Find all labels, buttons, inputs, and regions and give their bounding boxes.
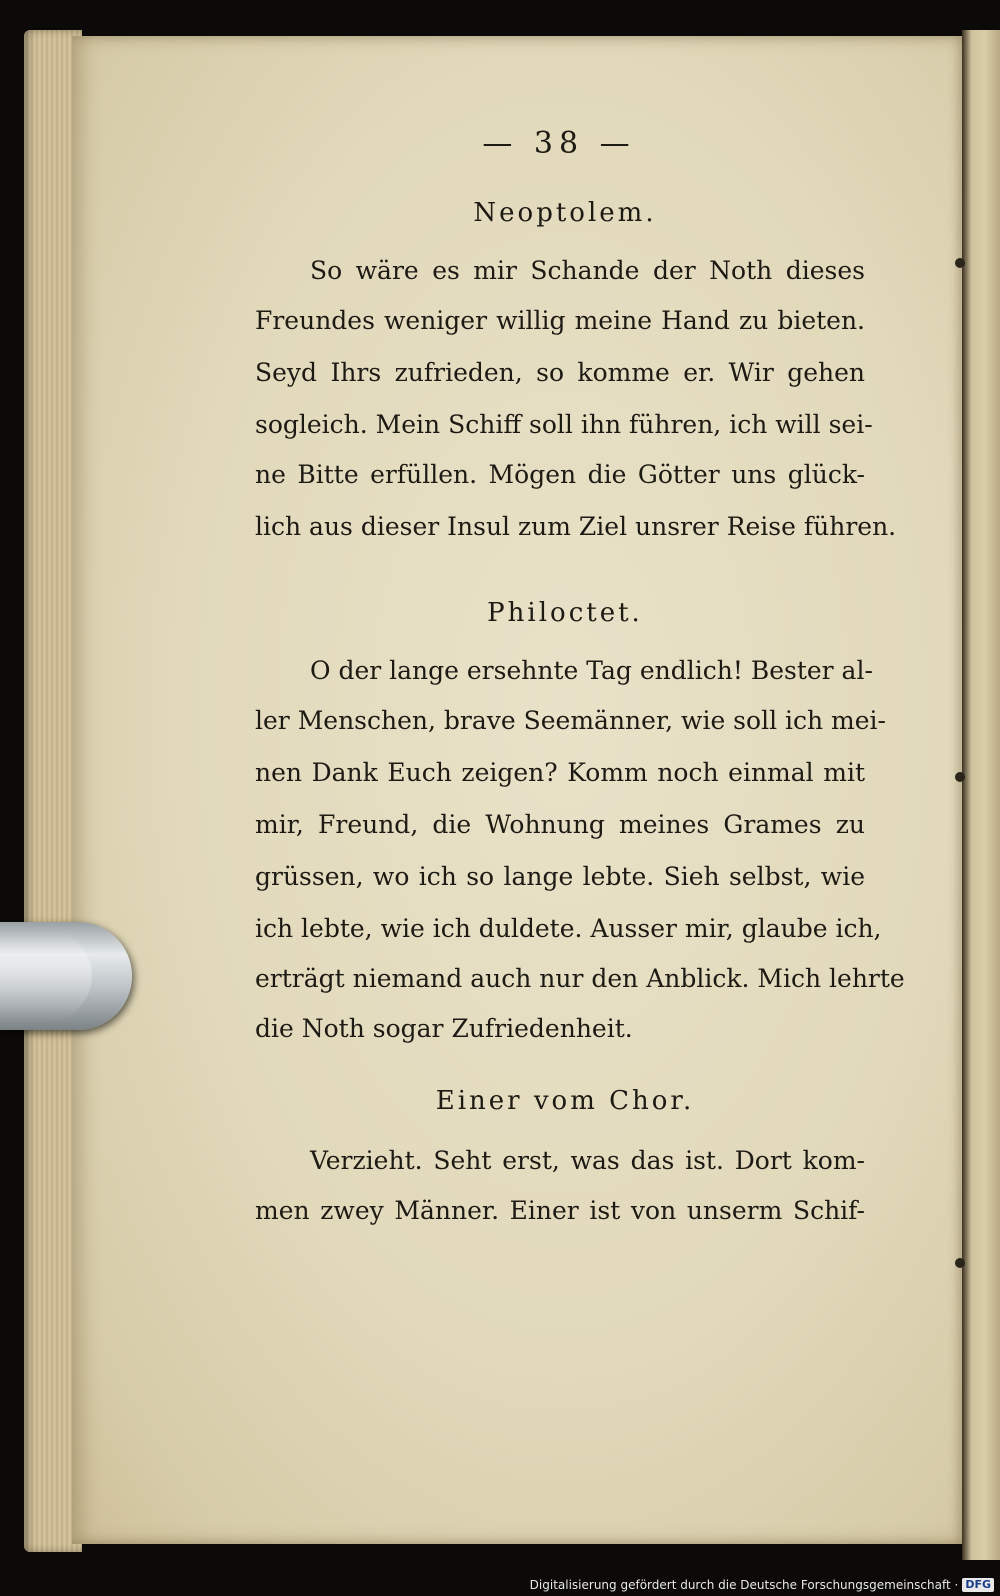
- text-line: erträgt niemand auch nur den Anblick. Mich lehrte: [255, 964, 905, 993]
- text-line: So wäre es mir Schande der Noth dieses: [310, 256, 865, 285]
- text-line: men zwey Männer. Einer ist von unserm Schif-: [255, 1196, 865, 1225]
- text-line: ler Menschen, brave Seemänner, wie soll ich mei-: [255, 706, 886, 735]
- text-line: die Noth sogar Zufriedenheit.: [255, 1014, 633, 1043]
- text-line: sogleich. Mein Schiff soll ihn führen, ich will sei-: [255, 410, 873, 439]
- dfg-logo: DFG: [962, 1578, 994, 1592]
- speaker-heading: Philoctet.: [487, 598, 643, 628]
- binding-mark: [955, 258, 965, 268]
- text-line: nen Dank Euch zeigen? Komm noch einmal mit: [255, 758, 865, 787]
- speaker-heading: Einer vom Chor.: [435, 1086, 695, 1116]
- digitization-footer: [530, 1576, 994, 1594]
- binding-mark: [955, 1258, 965, 1268]
- page-number: — 38 —: [482, 126, 636, 161]
- right-page-strip: [962, 30, 1000, 1560]
- text-line: lich aus dieser Insul zum Ziel unsrer Reise führen.: [255, 512, 897, 541]
- footer-text: Digitalisierung gefördert durch die Deutsche Forschungsgemeinschaft ·: [529, 1578, 959, 1592]
- text-line: Seyd Ihrs zufrieden, so komme er. Wir gehen: [255, 358, 865, 387]
- text-line: ich lebte, wie ich duldete. Ausser mir, glaube ich,: [255, 914, 882, 943]
- text-line: Freundes weniger willig meine Hand zu bieten.: [255, 306, 865, 335]
- text-line: mir, Freund, die Wohnung meines Grames zu: [255, 810, 865, 839]
- page-clip-highlight: [0, 930, 92, 1022]
- speaker-heading: Neoptolem.: [473, 198, 657, 228]
- text-line: Verzieht. Seht erst, was das ist. Dort kom-: [310, 1146, 865, 1175]
- text-line: grüssen, wo ich so lange lebte. Sieh selbst, wie: [255, 862, 865, 891]
- text-line: ne Bitte erfüllen. Mögen die Götter uns glück-: [255, 460, 865, 489]
- text-line: O der lange ersehnte Tag endlich! Bester al-: [310, 656, 873, 685]
- binding-mark: [955, 772, 965, 782]
